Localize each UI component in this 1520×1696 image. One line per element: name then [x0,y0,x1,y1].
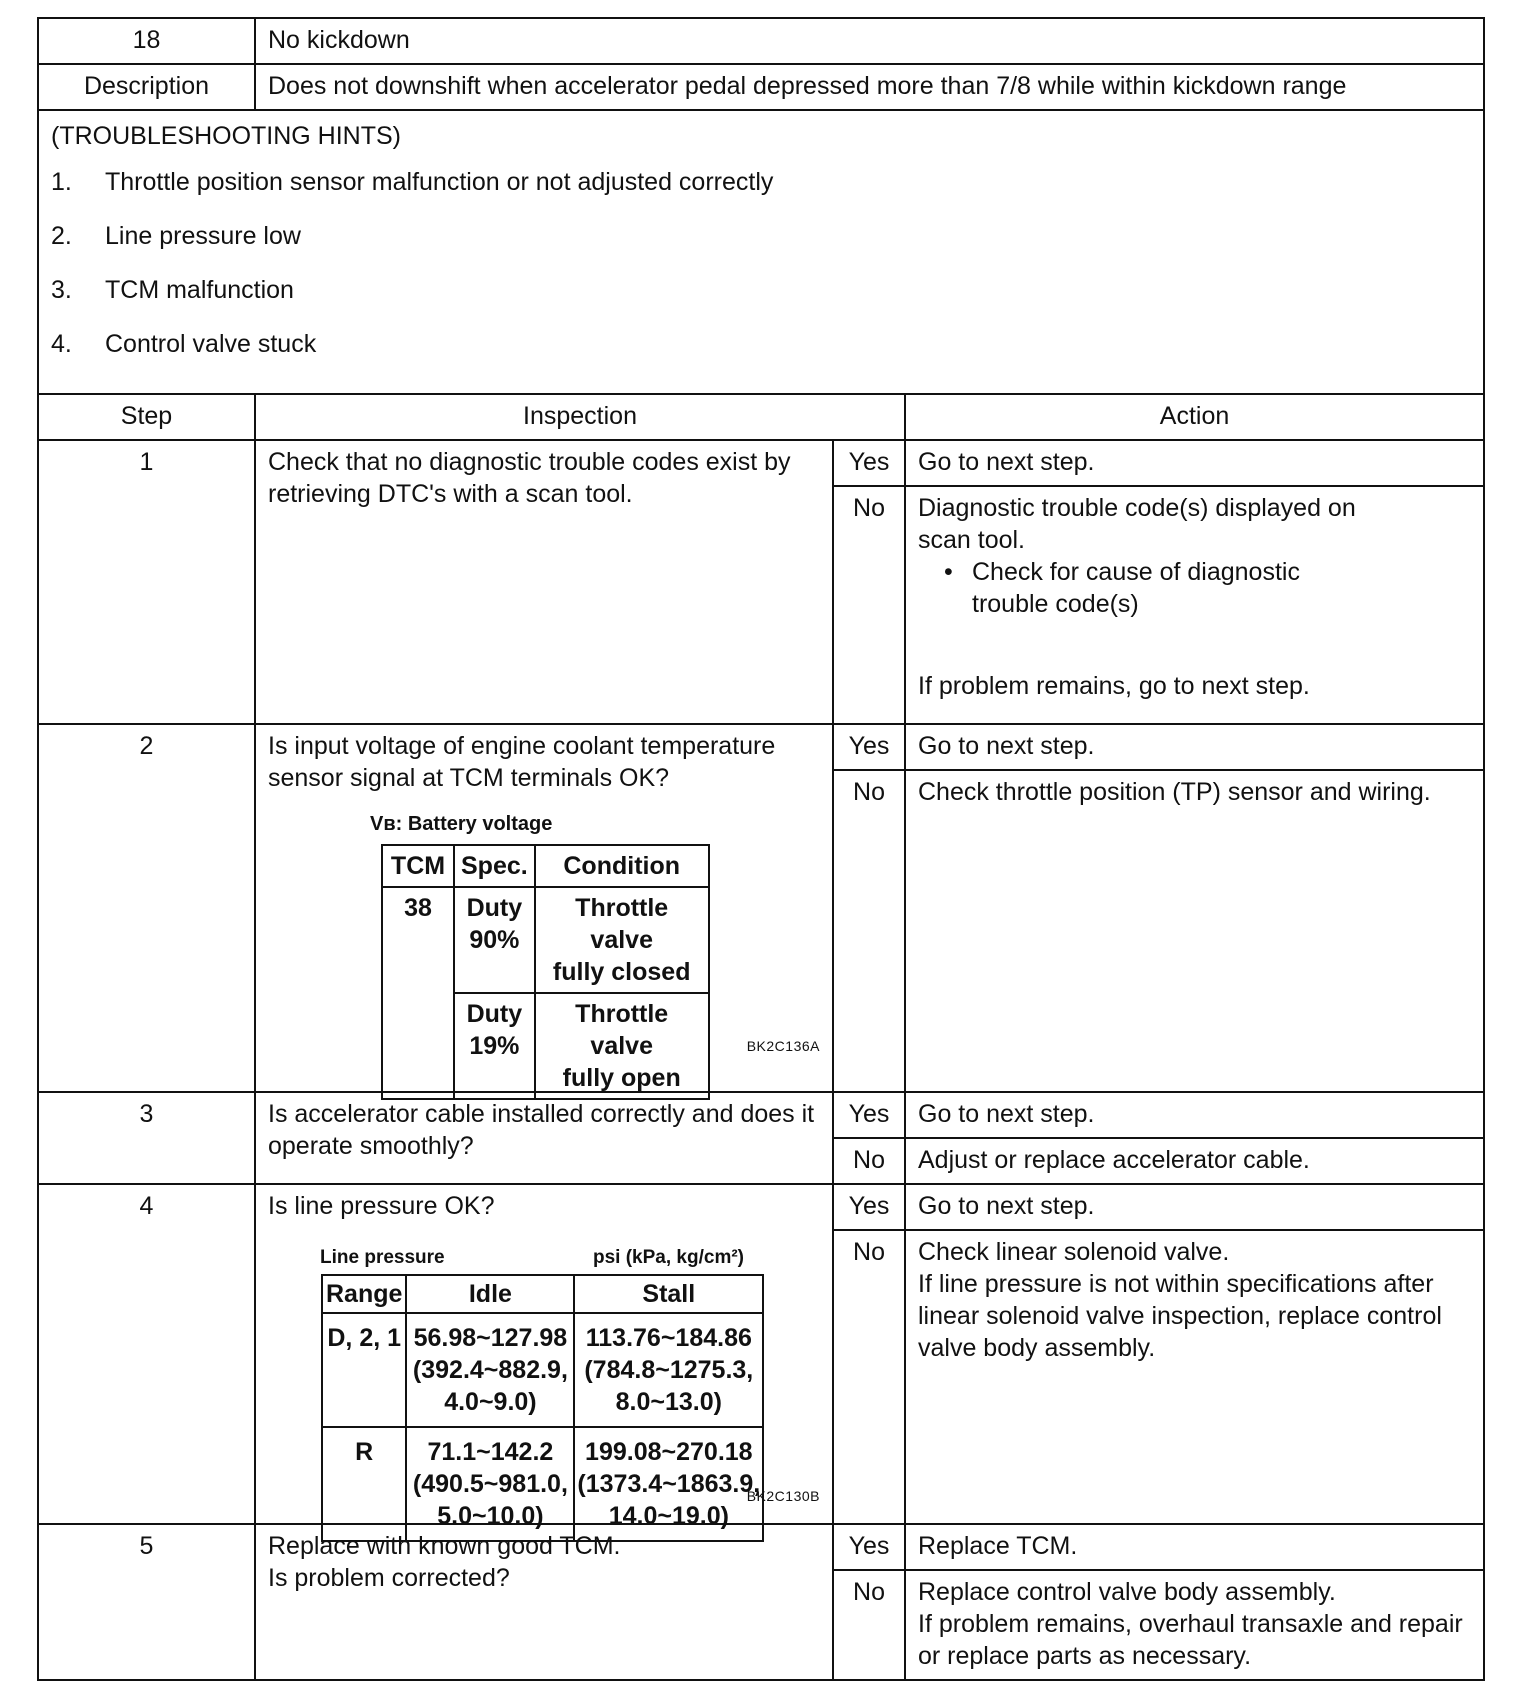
figure-code: BK2C130B [746,1488,820,1504]
bullet-text: Check for cause of diagnostic trouble code(s) [972,558,1300,618]
no-action-text: Replace control valve body assembly. [918,1578,1336,1606]
stall-value-line: 199.08~270.18 [585,1438,753,1466]
spec-header: TCM [382,845,454,887]
condition-value [535,993,709,1099]
stall-value-line: (784.8~1275.3, 8.0~13.0) [584,1356,754,1416]
pressure-header: Idle [406,1275,574,1313]
yes-label: Yes [833,440,905,486]
condition-line: Throttle valve [575,894,669,954]
yes-label: Yes [833,1184,905,1230]
idle-value [406,1427,574,1541]
step-inspection-line: Is problem corrected? [268,1564,510,1592]
hints-title: (TROUBLESHOOTING HINTS) [51,122,402,150]
yes-action: Go to next step. [905,440,1484,486]
no-label: No [833,770,905,1092]
step-number: 1 [38,440,255,724]
no-label: No [833,486,905,724]
spec-value-line: Duty [466,894,523,922]
hint-text: Throttle position sensor malfunction or not adjusted correctly [105,168,774,196]
step-row [38,1184,1484,1230]
no-action [905,1230,1484,1524]
hints-row [38,110,1484,394]
no-label: No [833,1570,905,1680]
voltage-spec-table [381,844,710,1100]
range-value: R [322,1427,406,1541]
no-action-text: Diagnostic trouble code(s) displayed on scan tool. [918,494,1356,554]
step-row [38,440,1484,486]
troubleshooting-document [37,17,1483,1684]
step-number: 5 [38,1524,255,1680]
spec-value [454,887,535,993]
condition-line: fully open [562,1064,681,1092]
no-label: No [833,1230,905,1524]
hint-item [51,166,1471,198]
symptom-number: 18 [38,18,255,64]
step-row [38,1092,1484,1138]
symptom-title: No kickdown [255,18,1484,64]
yes-label: Yes [833,1524,905,1570]
bullet-item [918,556,1471,620]
voltage-spec-figure [268,794,820,1092]
spec-header: Condition [535,845,709,887]
column-header-step: Step [38,394,255,440]
hint-number: 4. [51,330,72,358]
hint-item [51,328,1471,360]
step-inspection [255,724,833,1092]
step-inspection-text: Is input voltage of engine coolant temperature sensor signal at TCM terminals OK? [268,732,776,792]
no-label: No [833,1138,905,1184]
figure-caption-right: psi (kPa, kg/cm²) [593,1247,744,1268]
stall-value [574,1313,763,1427]
no-action: Check throttle position (TP) sensor and wiring. [905,770,1484,1092]
column-header-inspection: Inspection [255,394,905,440]
hint-number: 2. [51,222,72,250]
step-inspection [255,1184,833,1530]
step-inspection-line: Replace with known good TCM. [268,1532,621,1560]
pressure-header: Stall [574,1275,763,1313]
yes-label: Yes [833,1092,905,1138]
yes-label: Yes [833,724,905,770]
idle-value-line: 71.1~142.2 [427,1438,554,1466]
condition-line: fully closed [552,958,691,986]
bullet-dot-icon: • [944,558,953,586]
idle-value [406,1313,574,1427]
step-inspection [255,1524,833,1680]
step-number: 4 [38,1184,255,1524]
range-value: D, 2, 1 [322,1313,406,1427]
spec-value-line: 90% [469,926,520,954]
hint-number: 1. [51,168,72,196]
figure-code: BK2C136A [746,1038,820,1054]
column-header-row [38,394,1484,440]
description-text: Does not downshift when accelerator pedal depressed more than 7/8 while within kickdown range [255,64,1484,110]
yes-action: Go to next step. [905,1184,1484,1230]
hint-number: 3. [51,276,72,304]
hint-text: Control valve stuck [105,330,317,358]
no-action: Adjust or replace accelerator cable. [905,1138,1484,1184]
condition-value [535,887,709,993]
no-action-followup: If line pressure is not within specifications after linear solenoid valve inspection, replace control valve body assembly. [918,1270,1442,1362]
description-row [38,64,1484,110]
line-pressure-table [321,1274,764,1542]
description-label: Description [38,64,255,110]
stall-value [574,1427,763,1541]
step-number: 3 [38,1092,255,1184]
no-action-followup: If problem remains, go to next step. [918,672,1310,700]
yes-action: Go to next step. [905,724,1484,770]
yes-action: Go to next step. [905,1092,1484,1138]
line-pressure-figure [268,1222,820,1530]
step-inspection-text: Is line pressure OK? [268,1192,495,1220]
hints-cell [38,110,1484,394]
step-row [38,724,1484,770]
pressure-header: Range [322,1275,406,1313]
spec-header: Spec. [454,845,535,887]
step-number: 2 [38,724,255,1092]
spec-value-line: 19% [469,1032,520,1060]
hint-text: Line pressure low [105,222,301,250]
figure-caption: Vʙ: Battery voltage [370,813,553,835]
troubleshooting-table [37,17,1485,1681]
idle-value-line: 56.98~127.98 [413,1324,568,1352]
title-row [38,18,1484,64]
hint-item [51,220,1471,252]
step-inspection: Is accelerator cable installed correctly and does it operate smoothly? [255,1092,833,1184]
no-action-followup: If problem remains, overhaul transaxle and repair or replace parts as necessary. [918,1610,1463,1670]
yes-action: Replace TCM. [905,1524,1484,1570]
tcm-terminal: 38 [382,887,454,1099]
spec-value-line: Duty [466,1000,523,1028]
condition-line: Throttle valve [575,1000,669,1060]
hint-item [51,274,1471,306]
stall-value-line: (1373.4~1863.9, 14.0~19.0) [577,1470,761,1530]
column-header-action: Action [905,394,1484,440]
no-action-text: Check linear solenoid valve. [918,1238,1230,1266]
figure-caption-left: Line pressure [320,1247,445,1268]
stall-value-line: 113.76~184.86 [585,1324,752,1352]
no-action [905,486,1484,724]
hint-text: TCM malfunction [105,276,294,304]
idle-value-line: (392.4~882.9, 4.0~9.0) [412,1356,568,1416]
idle-value-line: (490.5~981.0, 5.0~10.0) [412,1470,568,1530]
step-inspection: Check that no diagnostic trouble codes exist by retrieving DTC's with a scan tool. [255,440,833,724]
no-action [905,1570,1484,1680]
spec-value [454,993,535,1099]
